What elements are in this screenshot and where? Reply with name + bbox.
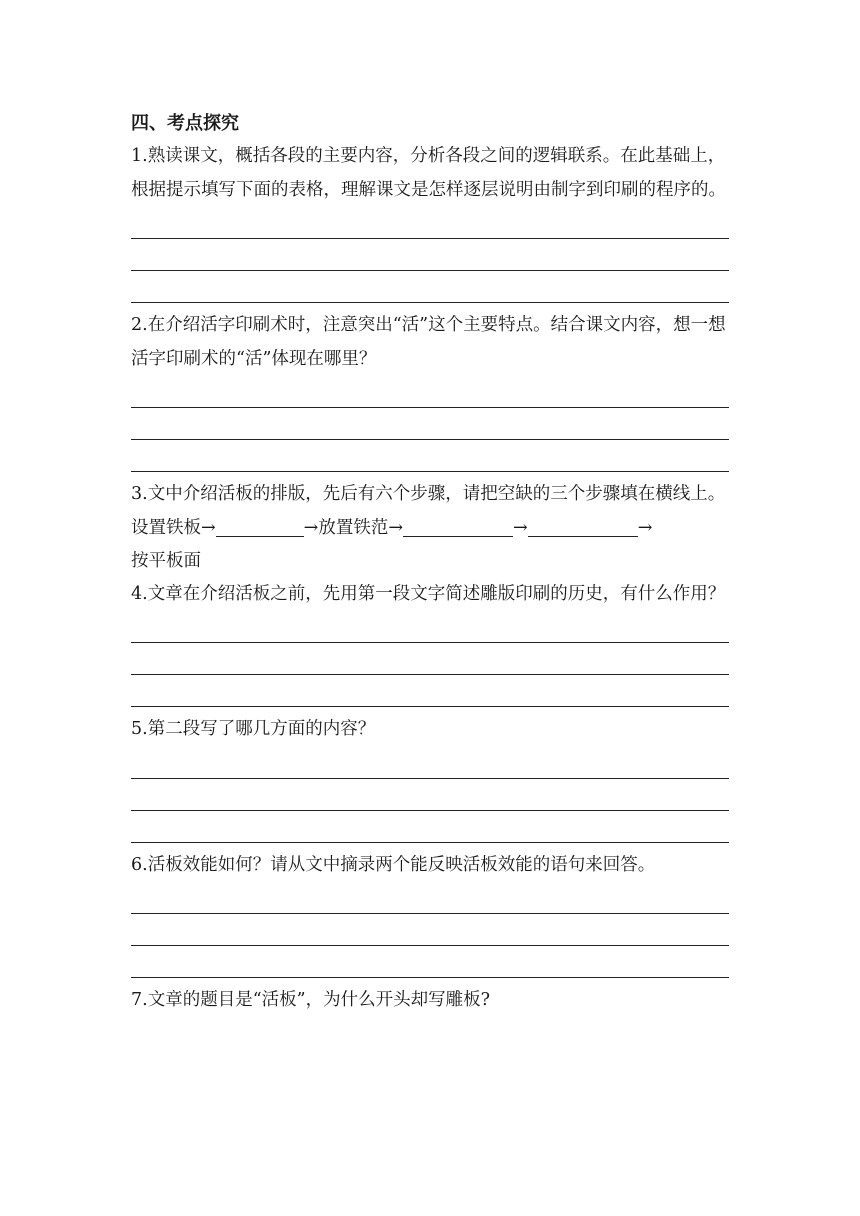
question-1: 1.熟读课文，概括各段的主要内容，分析各段之间的逻辑联系。在此基础上，根据提示填写下面的表格，理解课文是怎样逐层说明由制字到印刷的程序的。 <box>131 146 726 200</box>
answer-line[interactable] <box>131 946 729 978</box>
answer-lines-2 <box>131 376 729 472</box>
answer-line[interactable] <box>131 882 729 914</box>
question-2: 2.在介绍活字印刷术时，注意突出“活”这个主要特点。结合课文内容，想一想活字印刷术的“活”体现在哪里？ <box>131 315 726 369</box>
arrow-icon: → <box>201 517 216 538</box>
answer-lines-5 <box>131 747 729 843</box>
answer-line[interactable] <box>131 675 729 707</box>
step-sequence <box>131 512 729 545</box>
answer-line[interactable] <box>131 611 729 643</box>
step-press-plate: 按平板面 <box>131 550 201 571</box>
arrow-icon: → <box>637 517 653 538</box>
answer-lines-4 <box>131 611 729 707</box>
arrow-icon: → <box>513 517 528 538</box>
question-7: 7.文章的题目是“活板”，为什么开头却写雕板? <box>131 990 490 1010</box>
step-blank-3[interactable] <box>528 516 638 537</box>
answer-line[interactable] <box>131 914 729 946</box>
answer-lines-1 <box>131 207 729 303</box>
answer-line[interactable] <box>131 747 729 779</box>
arrow-icon: → <box>388 517 404 538</box>
answer-line[interactable] <box>131 271 729 303</box>
step-blank-2[interactable] <box>403 516 513 537</box>
question-6: 6.活板效能如何？请从文中摘录两个能反映活板效能的语句来回答。 <box>131 854 656 875</box>
step-blank-1[interactable] <box>216 516 304 537</box>
answer-line[interactable] <box>131 643 729 675</box>
step-set-iron-plate: 设置铁板 <box>131 517 201 538</box>
question-4: 4.文章在介绍活板之前，先用第一段文字简述雕版印刷的历史，有什么作用？ <box>131 583 726 604</box>
answer-line[interactable] <box>131 207 729 239</box>
answer-line[interactable] <box>131 811 729 843</box>
arrow-icon: → <box>303 517 319 538</box>
question-5: 5.第二段写了哪几方面的内容？ <box>131 719 376 739</box>
answer-lines-6 <box>131 882 729 978</box>
answer-line[interactable] <box>131 239 729 271</box>
section-title: 四、考点探究 <box>131 113 239 134</box>
worksheet <box>131 108 729 1018</box>
question-3: 3.文中介绍活板的排版，先后有六个步骤，请把空缺的三个步骤填在横线上。 <box>131 484 726 504</box>
step-place-iron-frame: 放置铁范 <box>318 517 389 538</box>
answer-line[interactable] <box>131 440 729 472</box>
answer-line[interactable] <box>131 779 729 811</box>
answer-line[interactable] <box>131 376 729 408</box>
answer-line[interactable] <box>131 408 729 440</box>
